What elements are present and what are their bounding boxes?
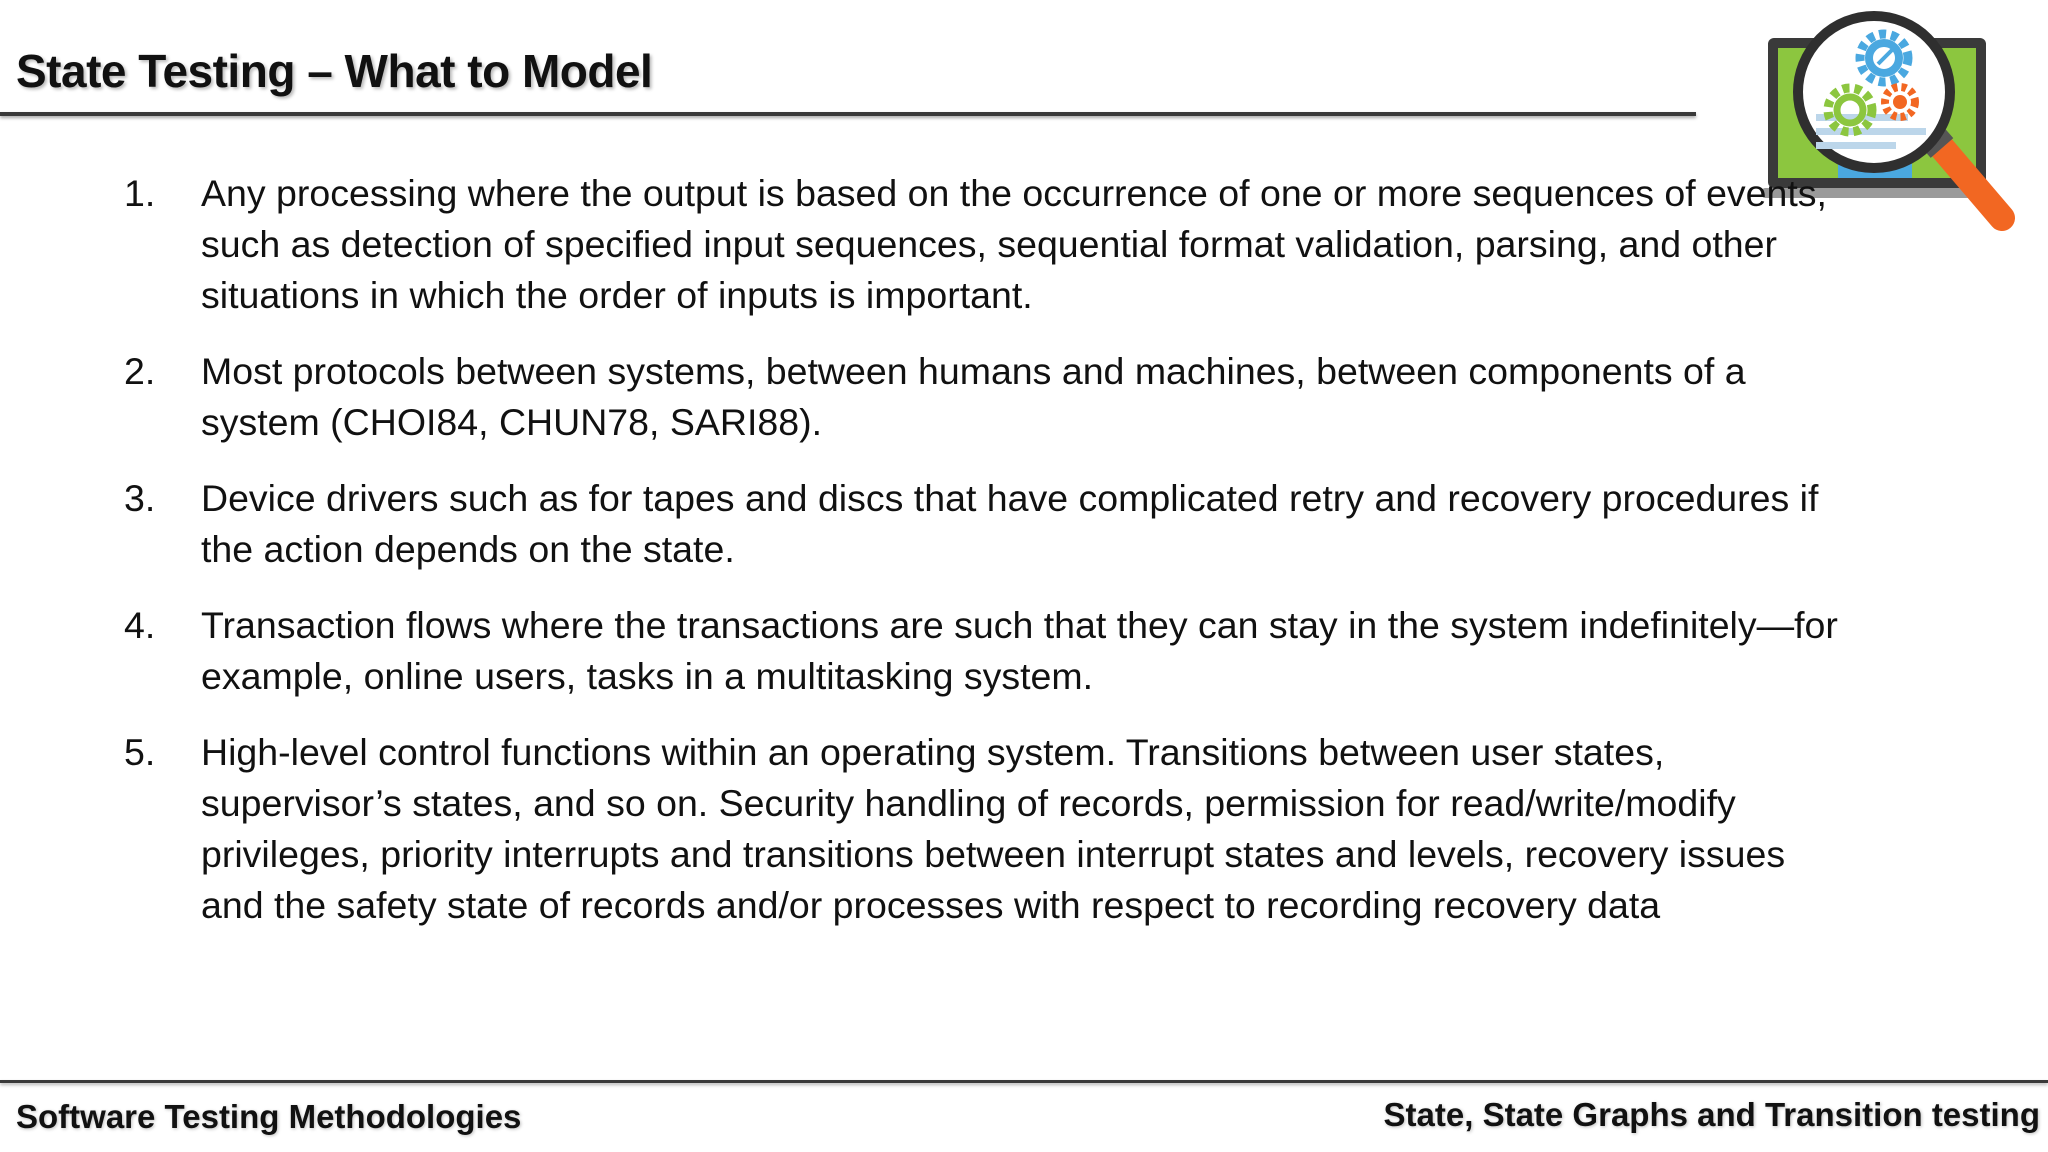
list-item-text: High-level control functions within an operating system. Transitions between user states, supervisor’s states, and so on. Security handling of records, permission for read/write/modify privileges, priority interrupts and transitions between interrupt states and levels, recovery issues and the safety state of records and/or processes with respect to recording recovery data [201, 731, 1786, 926]
slide-title: State Testing – What to Model [16, 45, 653, 97]
list-item-number: 4. [124, 604, 156, 646]
list-item-number: 1. [124, 172, 156, 214]
list-item [120, 473, 1840, 575]
list-item [120, 727, 1840, 931]
footer-topic-title: State, State Graphs and Transition testing [1383, 1096, 2040, 1133]
content-list [120, 168, 1840, 956]
footer-course-title: Software Testing Methodologies [16, 1098, 522, 1135]
list-item-text: Most protocols between systems, between humans and machines, between components of a system (CHOI84, CHUN78, SARI88). [201, 350, 1746, 443]
list-item-number: 2. [124, 350, 156, 392]
list-item [120, 346, 1840, 448]
list-item-number: 5. [124, 731, 156, 773]
footer-divider [0, 1080, 2048, 1083]
list-item [120, 600, 1840, 702]
title-divider [0, 112, 1696, 116]
list-item [120, 168, 1840, 321]
list-item-text: Transaction flows where the transactions are such that they can stay in the system indefinitely—for example, online users, tasks in a multitasking system. [201, 604, 1838, 697]
list-item-text: Any processing where the output is based on the occurrence of one or more sequences of events, such as detection of specified input sequences, sequential format validation, parsing, and other situations in which the order of inputs is important. [201, 172, 1827, 316]
list-item-text: Device drivers such as for tapes and discs that have complicated retry and recovery procedures if the action depends on the state. [201, 477, 1819, 570]
list-item-number: 3. [124, 477, 156, 519]
